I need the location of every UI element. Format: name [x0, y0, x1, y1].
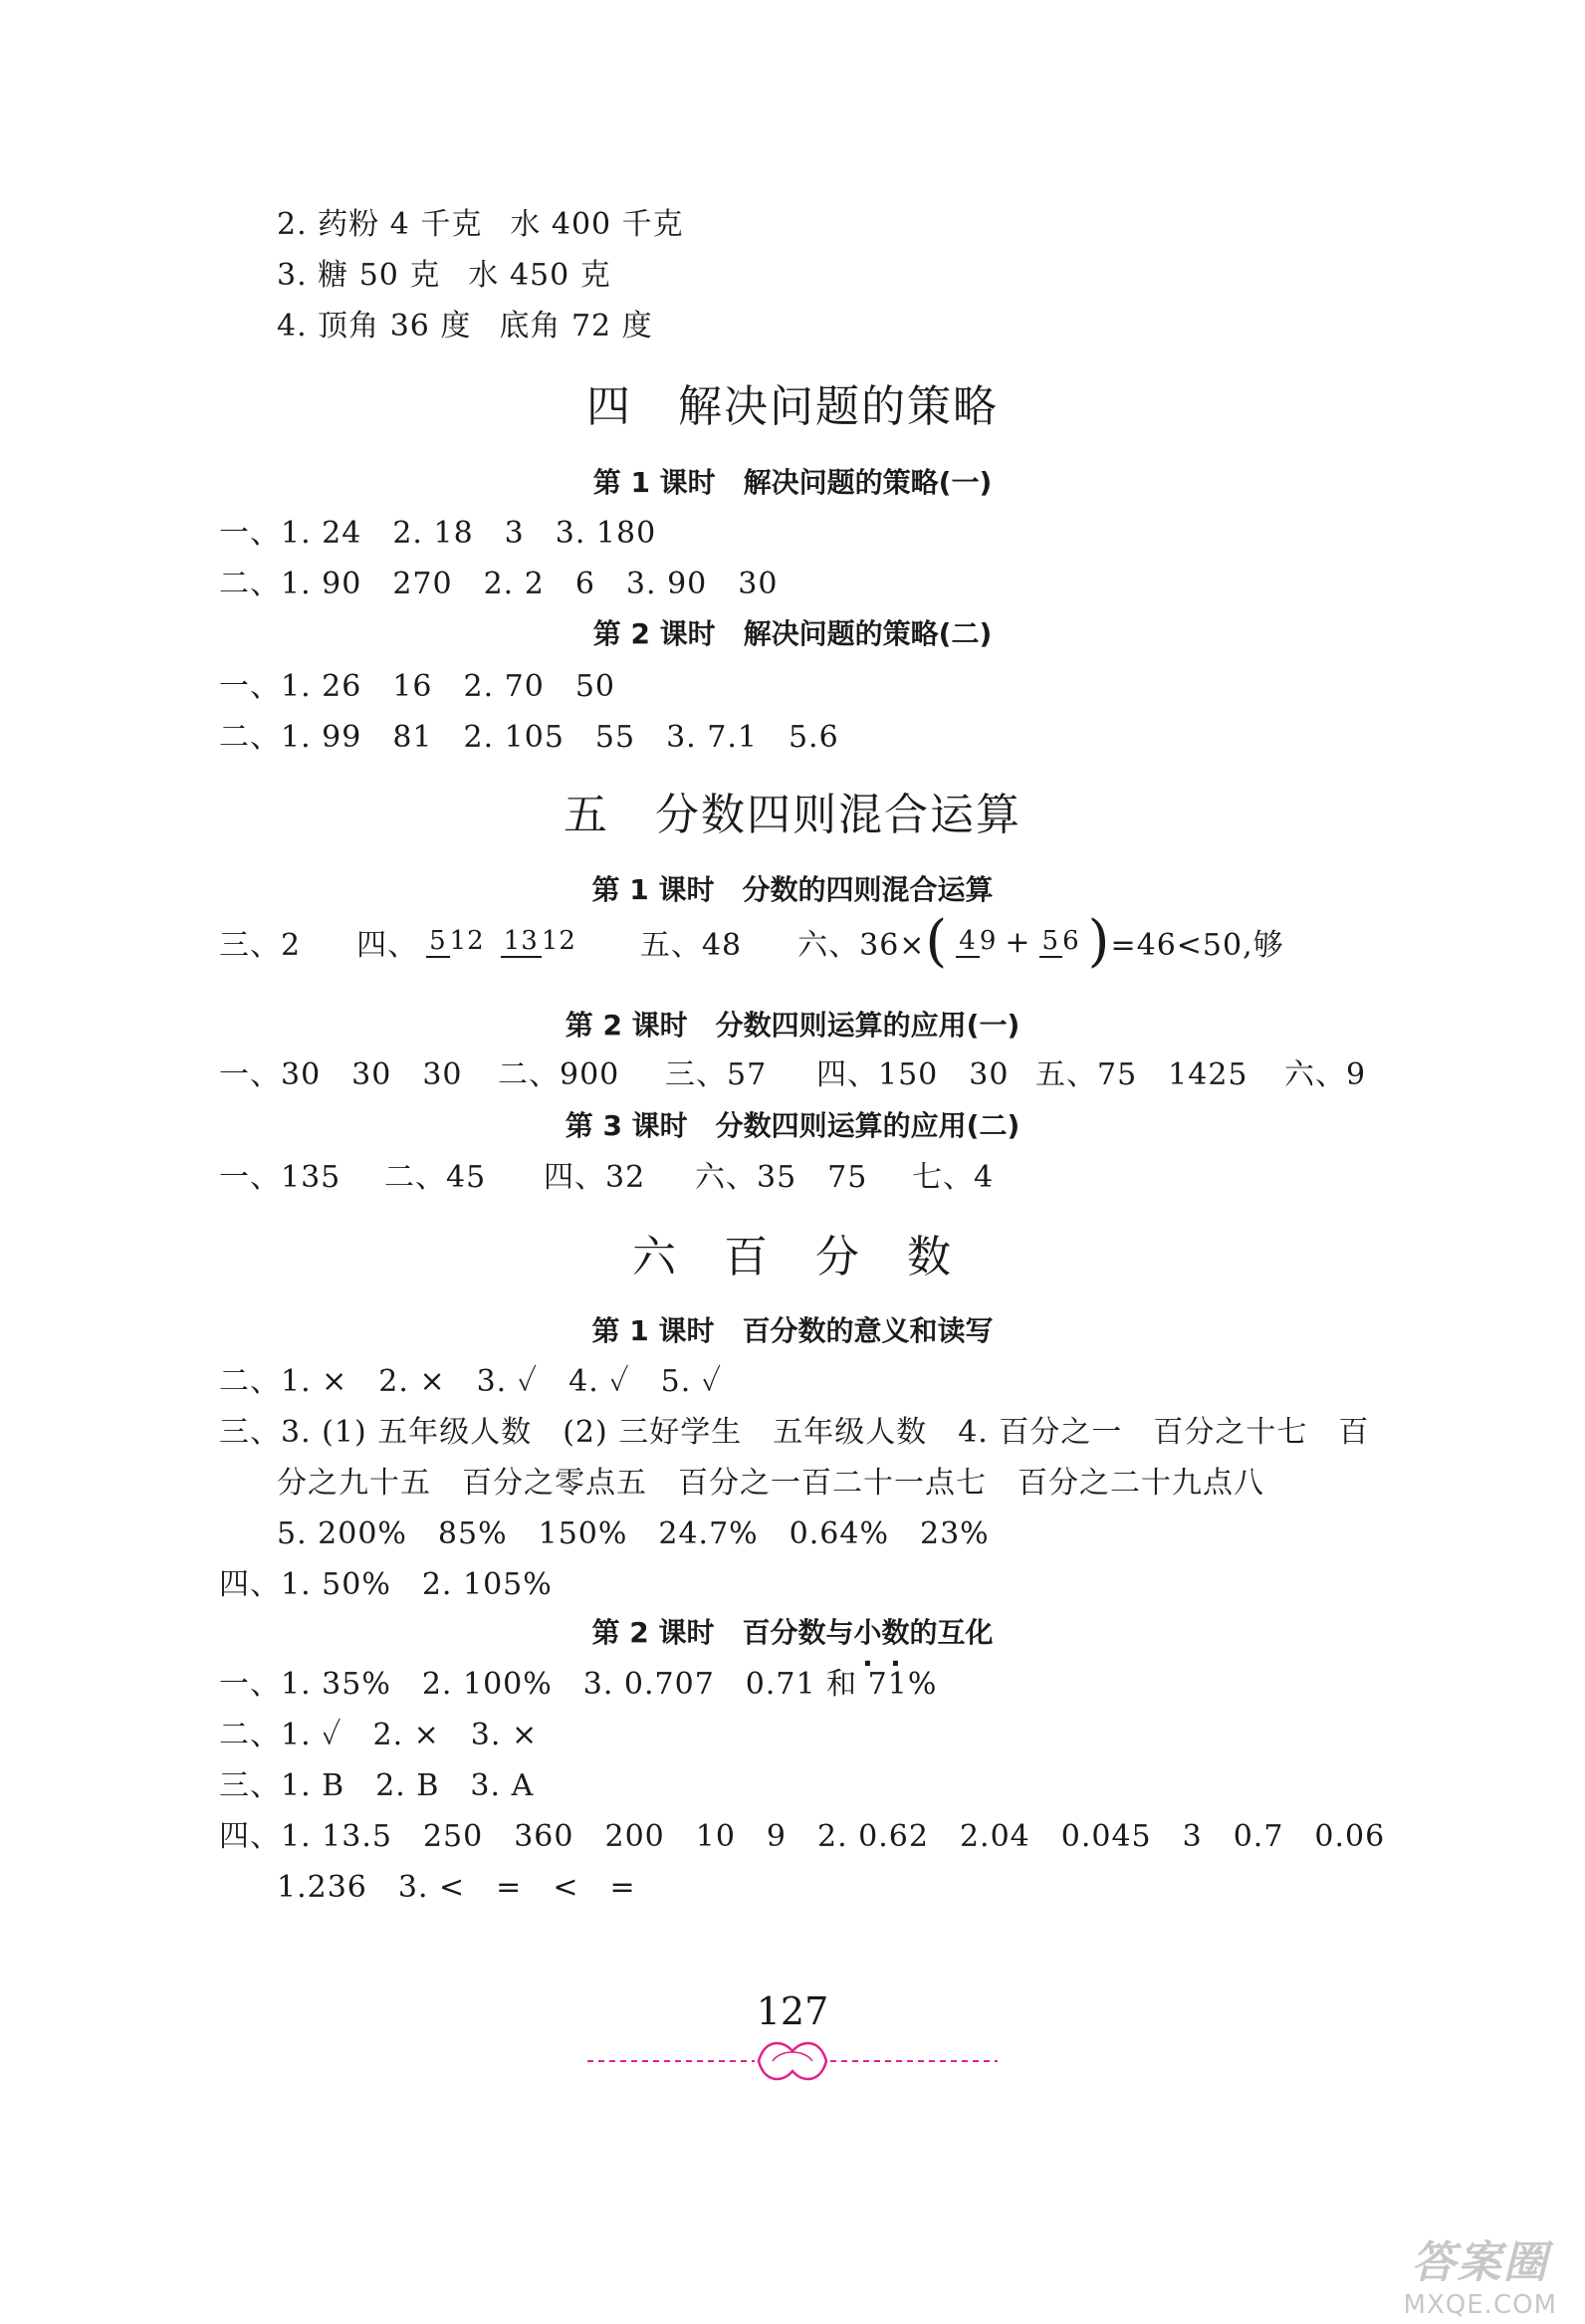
answer-parts	[498, 1049, 619, 1093]
answer-parts	[695, 1152, 867, 1196]
answer-parts	[219, 1049, 463, 1093]
answer-text: 五、75 1425	[1035, 1057, 1248, 1092]
answer-line	[277, 199, 684, 243]
fraction	[956, 926, 997, 958]
watermark	[1404, 2226, 1557, 2320]
answer-text: 水 400 千克	[510, 207, 684, 242]
answer-text: 七、4	[912, 1160, 995, 1195]
answer-text: 一、30 30 30	[219, 1057, 463, 1092]
fraction-numerator: 13	[501, 926, 542, 958]
answer-line: 二、1. 90 270 2. 2 6 3. 90 30	[219, 567, 779, 601]
fraction	[426, 926, 485, 958]
answer-line: 四、1. 50% 2. 105%	[219, 1567, 553, 1602]
fraction-numerator: 5	[426, 926, 450, 958]
emphasis-char: 小	[853, 1616, 882, 1649]
answer-text: 二、45	[384, 1160, 487, 1195]
lesson-title-text: 的互化	[909, 1616, 994, 1649]
answer-text: 六、35 75	[695, 1160, 868, 1195]
answer-text: 水 450 克	[468, 258, 611, 293]
answer-text: 六、36×	[797, 928, 926, 963]
lesson-title: 第 1 课时 解决问题的策略(一)	[592, 466, 993, 499]
fraction-denominator: 6	[1062, 926, 1080, 956]
lesson-title-text: 第 2 课时 百分数与	[591, 1616, 854, 1649]
answer-text: 四、32	[544, 1160, 646, 1195]
answer-line	[277, 250, 611, 294]
lesson-title: 第 1 课时 百分数的意义和读写	[591, 1314, 994, 1347]
fraction-numerator: 4	[956, 926, 980, 958]
answer-parts	[384, 1152, 486, 1196]
answer-line: 5. 200% 85% 150% 24.7% 0.64% 23%	[277, 1516, 990, 1551]
answer-text: 一、135	[219, 1160, 341, 1195]
fraction-denominator: 12	[449, 926, 485, 956]
answer-text: 底角 72 度	[499, 309, 653, 344]
answer-text: 三、2	[219, 928, 302, 963]
answer-parts	[665, 1049, 767, 1093]
lesson-title: 第 3 课时 分数四则运算的应用(二)	[565, 1109, 1020, 1142]
answer-line: 分之九十五 百分之零点五 百分之一百二十一点七 百分之二十九点八	[277, 1466, 1264, 1501]
watermark-url: MXQE.COM	[1403, 2290, 1557, 2320]
answer-line: 一、1. 24 2. 18 3 3. 180	[219, 516, 657, 551]
section-title: 五 分数四则混合运算	[564, 790, 1021, 840]
answer-line: 二、1. ✓ 2. × 3. ×	[219, 1718, 539, 1752]
answer-parts	[816, 1049, 1009, 1093]
answer-text: 六、9	[1284, 1057, 1367, 1092]
watermark-logo-text: 答案圈	[1411, 2237, 1549, 2288]
answer-line: 三、1. B 2. B 3. A	[219, 1768, 535, 1803]
lesson-title: 第 1 课时 分数的四则混合运算	[591, 873, 994, 906]
answer-line	[277, 301, 653, 345]
answer-line: 四、1. 13.5 250 360 200 10 9 2. 0.62 2.04 0.045 3 0.7 0.06	[219, 1819, 1386, 1854]
answer-line: 一、1. 26 16 2. 70 50	[219, 669, 616, 704]
answer-text: 四、	[356, 928, 419, 963]
answer-parts	[912, 1152, 994, 1196]
lesson-title: 第 2 课时 分数四则运算的应用(一)	[565, 1009, 1020, 1042]
answer-parts	[544, 1152, 645, 1196]
page-ornament	[587, 2031, 998, 2091]
answer-parts	[219, 1152, 340, 1196]
answer-text: =46<50,够	[1110, 928, 1284, 963]
answer-parts	[1035, 1049, 1248, 1093]
lesson-title	[0, 1611, 1585, 1651]
answer-text: 2. 药粉 4 千克	[277, 207, 483, 242]
fraction	[1039, 926, 1080, 958]
lesson-title: 第 2 课时 解决问题的策略(二)	[592, 617, 993, 650]
fraction	[501, 926, 576, 958]
fraction-denominator: 9	[979, 926, 998, 956]
fraction-denominator: 12	[541, 926, 576, 956]
answer-line: 1.236 3. < = < =	[277, 1870, 636, 1905]
page-number: 127	[756, 1989, 829, 2033]
answer-text: 四、150 30	[816, 1057, 1010, 1092]
answer-parts	[1284, 1049, 1366, 1093]
emphasis-char: 数	[881, 1616, 910, 1649]
fraction-numerator: 5	[1039, 926, 1063, 958]
answer-text: 二、900	[498, 1057, 620, 1092]
plus-sign: +	[1005, 924, 1031, 960]
answer-text: 3. 糖 50 克	[277, 258, 441, 293]
answer-text: 五、48	[639, 928, 743, 963]
fraction-answer-line	[219, 909, 1284, 974]
answer-line: 一、1. 35% 2. 100% 3. 0.707 0.71 和 71%	[219, 1667, 938, 1702]
answer-line: 二、1. 99 81 2. 105 55 3. 7.1 5.6	[219, 720, 839, 755]
right-paren: )	[1087, 909, 1111, 974]
section-title: 六 百 分 数	[632, 1232, 953, 1282]
answer-line: 二、1. × 2. × 3. ✓ 4. ✓ 5. ✓	[219, 1364, 723, 1399]
answer-text: 三、57	[665, 1057, 768, 1092]
answer-line: 三、3. (1) 五年级人数 (2) 三好学生 五年级人数 4. 百分之一 百分之十七 百	[219, 1415, 1370, 1450]
section-title: 四 解决问题的策略	[586, 381, 999, 432]
answer-text: 4. 顶角 36 度	[277, 309, 472, 344]
left-paren: (	[925, 909, 949, 974]
